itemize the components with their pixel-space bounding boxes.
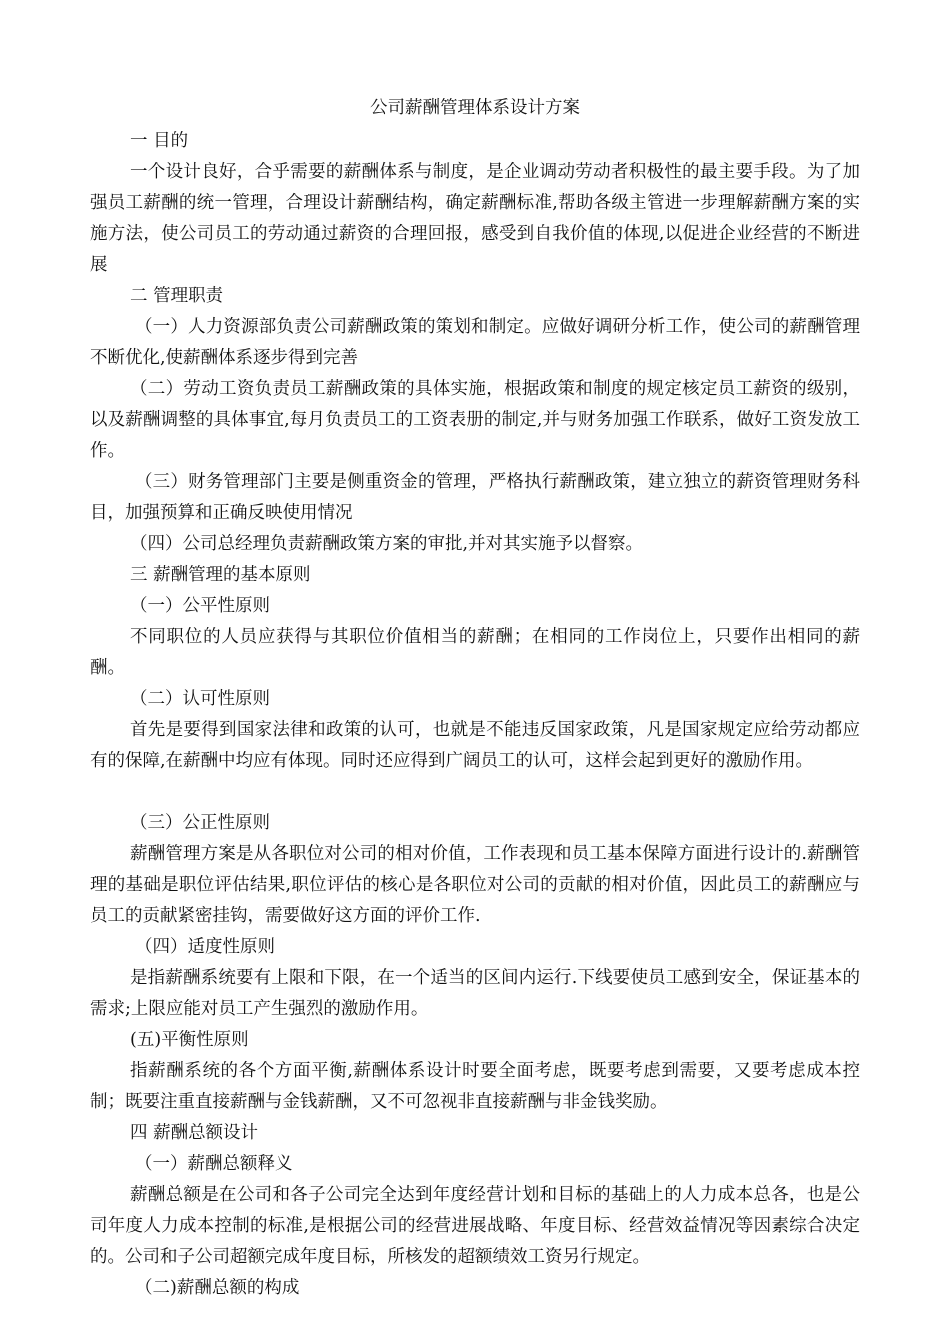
section-4-sub-2-heading: （二)薪酬总额的构成 bbox=[135, 1278, 300, 1298]
section-1-heading: 一 目的 bbox=[130, 131, 189, 151]
section-4-sub-1-paragraph: 薪酬总额是在公司和各子公司完全达到年度经营计划和目标的基础上的人力成本总各，也是公司年度人力成本控制的标准,是根据公司的经营进展战略、年度目标、经营效益情况等因素综合决定的。公司和子公司超额完成年度目标，所核发的超额绩效工资另行规定。 bbox=[90, 1185, 860, 1267]
principle-4-heading: （四）适度性原则 bbox=[135, 937, 275, 957]
principle-5-heading: (五)平衡性原则 bbox=[130, 1030, 249, 1050]
section-2-item-4: （四）公司总经理负责薪酬政策方案的审批,并对其实施予以督察。 bbox=[130, 534, 644, 554]
section-1-paragraph: 一个设计良好，合乎需要的薪酬体系与制度，是企业调动劳动者积极性的最主要手段。为了加强员工薪酬的统一管理，合理设计薪酬结构，确定薪酬标准,帮助各级主管进一步理解薪酬方案的实施方法，使公司员工的劳动通过薪资的合理回报，感受到自我价值的体现,以促进企业经营的不断进展 bbox=[90, 162, 860, 275]
principle-2-paragraph: 首先是要得到国家法律和政策的认可，也就是不能违反国家政策，凡是国家规定应给劳动都应有的保障,在薪酬中均应有体现。同时还应得到广阔员工的认可，这样会起到更好的激励作用。 bbox=[90, 720, 860, 771]
section-4-sub-1-heading: （一）薪酬总额释义 bbox=[135, 1154, 293, 1174]
section-2-item-3: （三）财务管理部门主要是侧重资金的管理，严格执行薪酬政策，建立独立的薪资管理财务科目，加强预算和正确反映使用情况 bbox=[90, 472, 860, 523]
principle-1-heading: （一）公平性原则 bbox=[130, 596, 270, 616]
section-4-heading: 四 薪酬总额设计 bbox=[130, 1123, 259, 1143]
principle-1-paragraph: 不同职位的人员应获得与其职位价值相当的薪酬；在相同的工作岗位上，只要作出相同的薪酬。 bbox=[90, 627, 860, 678]
principle-3-heading: （三）公正性原则 bbox=[130, 813, 270, 833]
principle-5-paragraph: 指薪酬系统的各个方面平衡,薪酬体系设计时要全面考虑，既要考虑到需要，又要考虑成本控制；既要注重直接薪酬与金钱薪酬，又不可忽视非直接薪酬与非金钱奖励。 bbox=[90, 1061, 860, 1112]
section-3-heading: 三 薪酬管理的基本原则 bbox=[130, 565, 311, 585]
section-2-heading: 二 管理职责 bbox=[130, 286, 224, 306]
section-2-item-1: （一）人力资源部负责公司薪酬政策的策划和制定。应做好调研分析工作，使公司的薪酬管理不断优化,使薪酬体系逐步得到完善 bbox=[90, 317, 860, 368]
document-title: 公司薪酬管理体系设计方案 bbox=[370, 98, 580, 118]
principle-3-paragraph: 薪酬管理方案是从各职位对公司的相对价值，工作表现和员工基本保障方面进行设计的.薪酬管理的基础是职位评估结果,职位评估的核心是各职位对公司的贡献的相对价值，因此员工的薪酬应与员工的贡献紧密挂钩，需要做好这方面的评价工作. bbox=[90, 844, 860, 926]
principle-4-paragraph: 是指薪酬系统要有上限和下限，在一个适当的区间内运行.下线要使员工感到安全，保证基本的需求;上限应能对员工产生强烈的激励作用。 bbox=[90, 968, 860, 1019]
section-2-item-2: （二）劳动工资负责员工薪酬政策的具体实施，根据政策和制度的规定核定员工薪资的级别，以及薪酬调整的具体事宜,每月负责员工的工资表册的制定,并与财务加强工作联系，做好工资发放工作。 bbox=[90, 379, 860, 461]
principle-2-heading: （二）认可性原则 bbox=[130, 689, 270, 709]
